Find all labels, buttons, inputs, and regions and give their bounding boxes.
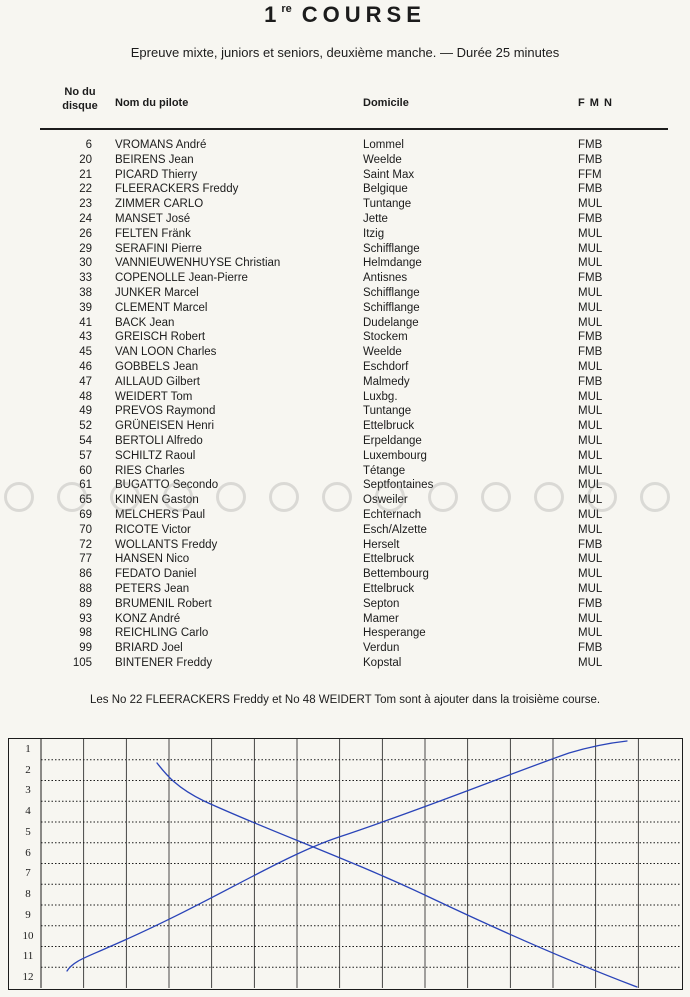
rider-row bbox=[0, 567, 690, 582]
rider-number: 77 bbox=[79, 553, 92, 566]
rider-domicile: Belgique bbox=[363, 183, 408, 196]
rider-name: BRIARD Joel bbox=[115, 642, 183, 655]
rider-number: 105 bbox=[72, 656, 92, 669]
rider-number: 70 bbox=[79, 523, 92, 536]
rider-row bbox=[0, 242, 690, 257]
rider-fmn: MUL bbox=[578, 449, 603, 462]
rider-number: 57 bbox=[79, 449, 92, 462]
rider-row bbox=[0, 227, 690, 242]
rider-row bbox=[0, 626, 690, 641]
rider-fmn: MUL bbox=[578, 198, 603, 211]
pen-stroke-descending bbox=[157, 763, 637, 987]
rider-number: 29 bbox=[79, 242, 92, 255]
column-header-fmn: F M N bbox=[578, 97, 613, 109]
rider-domicile: Esch/Alzette bbox=[363, 523, 427, 536]
rider-row bbox=[0, 538, 690, 553]
rider-number: 30 bbox=[79, 257, 92, 270]
lap-number-label: 6 bbox=[25, 846, 31, 859]
rider-domicile: Itzig bbox=[363, 227, 385, 240]
rider-name: RICOTE Victor bbox=[115, 523, 191, 536]
lap-chart-lines bbox=[9, 739, 681, 988]
rider-number: 49 bbox=[79, 405, 92, 418]
rider-domicile: Eschdorf bbox=[363, 360, 409, 373]
rider-row bbox=[0, 464, 690, 479]
rider-name: GOBBELS Jean bbox=[115, 360, 199, 373]
rider-number: 6 bbox=[85, 139, 92, 151]
title-main: COURSE bbox=[301, 2, 426, 27]
rider-domicile: Verdun bbox=[363, 642, 400, 655]
race-subtitle: Epreuve mixte, juniors et seniors, deuxième manche. — Durée 25 minutes bbox=[130, 45, 560, 60]
rider-fmn: MUL bbox=[578, 508, 603, 521]
rider-row bbox=[0, 286, 690, 301]
rider-number: 22 bbox=[79, 183, 92, 196]
rider-fmn: FMB bbox=[578, 642, 603, 655]
rider-row bbox=[0, 256, 690, 271]
rider-domicile: Weelde bbox=[363, 153, 402, 166]
rider-name: VROMANS André bbox=[115, 139, 207, 151]
rider-domicile: Herselt bbox=[363, 538, 400, 551]
rider-fmn: MUL bbox=[578, 286, 603, 299]
rider-row bbox=[0, 360, 690, 375]
rider-row bbox=[0, 301, 690, 316]
rider-number: 89 bbox=[79, 597, 92, 610]
rider-name: AILLAUD Gilbert bbox=[115, 375, 201, 388]
rider-domicile: Lommel bbox=[363, 139, 404, 151]
rider-name: PREVOS Raymond bbox=[115, 405, 216, 418]
lap-number-label: 11 bbox=[22, 950, 34, 963]
rider-number: 65 bbox=[79, 494, 92, 507]
rider-row bbox=[0, 582, 690, 597]
rider-row bbox=[0, 182, 690, 197]
page-title bbox=[0, 2, 690, 28]
rider-domicile: Septfontaines bbox=[363, 479, 434, 492]
rider-row bbox=[0, 345, 690, 360]
title-prefix: 1 bbox=[264, 2, 282, 27]
column-header-number bbox=[60, 85, 100, 113]
rider-name: SCHILTZ Raoul bbox=[115, 449, 196, 462]
rider-number: 60 bbox=[79, 464, 92, 477]
rider-name: VAN LOON Charles bbox=[115, 346, 217, 359]
rider-domicile: Helmdange bbox=[363, 257, 422, 270]
rider-name: BACK Jean bbox=[115, 316, 175, 329]
rider-domicile: Saint Max bbox=[363, 168, 415, 181]
rider-domicile: Hesperange bbox=[363, 627, 426, 640]
rider-fmn: MUL bbox=[578, 568, 603, 581]
rider-domicile: Jette bbox=[363, 212, 388, 225]
rider-number: 21 bbox=[79, 168, 92, 181]
rider-number: 38 bbox=[79, 286, 92, 299]
rider-domicile: Kopstal bbox=[363, 656, 402, 669]
rider-name: PETERS Jean bbox=[115, 582, 190, 595]
rider-row bbox=[0, 153, 690, 168]
rider-row bbox=[0, 419, 690, 434]
rider-row bbox=[0, 434, 690, 449]
rider-name: FEDATO Daniel bbox=[115, 568, 197, 581]
rider-number: 24 bbox=[79, 212, 92, 225]
rider-domicile: Septon bbox=[363, 597, 400, 610]
rider-domicile: Echternach bbox=[363, 508, 422, 521]
lap-number-label: 1 bbox=[25, 742, 31, 755]
rider-row bbox=[0, 523, 690, 538]
rider-name: KINNEN Gaston bbox=[115, 494, 199, 507]
lap-number-label: 2 bbox=[25, 763, 31, 776]
rider-fmn: MUL bbox=[578, 242, 603, 255]
rider-number: 54 bbox=[79, 434, 92, 447]
rider-name: WOLLANTS Freddy bbox=[115, 538, 218, 551]
rider-domicile: Luxbg. bbox=[363, 390, 398, 403]
rider-domicile: Malmedy bbox=[363, 375, 410, 388]
rider-row bbox=[0, 138, 690, 153]
rider-row bbox=[0, 552, 690, 567]
rider-row bbox=[0, 197, 690, 212]
rider-fmn: FMB bbox=[578, 212, 603, 225]
rider-name: CLEMENT Marcel bbox=[115, 301, 208, 314]
rider-fmn: FMB bbox=[578, 153, 603, 166]
rider-number: 48 bbox=[79, 390, 92, 403]
lap-number-label: 12 bbox=[22, 971, 34, 984]
rider-fmn: MUL bbox=[578, 301, 603, 314]
rider-name: WEIDERT Tom bbox=[115, 390, 193, 403]
rider-name: MANSET José bbox=[115, 212, 191, 225]
rider-domicile: Weelde bbox=[363, 346, 402, 359]
rider-number: 47 bbox=[79, 375, 92, 388]
column-header-name: Nom du pilote bbox=[115, 97, 189, 109]
rider-name: BUGATTO Secondo bbox=[115, 479, 219, 492]
rider-row bbox=[0, 493, 690, 508]
rider-domicile: Schifflange bbox=[363, 286, 420, 299]
rider-fmn: FMB bbox=[578, 331, 603, 344]
rider-name: ZIMMER CARLO bbox=[115, 198, 204, 211]
rider-domicile: Ettelbruck bbox=[363, 553, 415, 566]
rider-number: 43 bbox=[79, 331, 92, 344]
column-header-domicile: Domicile bbox=[363, 97, 409, 109]
rider-name: FELTEN Fränk bbox=[115, 227, 191, 240]
rider-number: 46 bbox=[79, 360, 92, 373]
rider-name: BRUMENIL Robert bbox=[115, 597, 212, 610]
pen-stroke-ascending bbox=[67, 741, 627, 971]
rider-fmn: FMB bbox=[578, 375, 603, 388]
rider-number: 69 bbox=[79, 508, 92, 521]
rider-fmn: FMB bbox=[578, 139, 603, 151]
rider-domicile: Antisnes bbox=[363, 272, 408, 285]
rider-name: PICARD Thierry bbox=[115, 168, 198, 181]
rider-row bbox=[0, 478, 690, 493]
rider-row bbox=[0, 449, 690, 464]
rider-name: BINTENER Freddy bbox=[115, 656, 213, 669]
rider-name: RIES Charles bbox=[115, 464, 185, 477]
rider-name: SERAFINI Pierre bbox=[115, 242, 202, 255]
rider-number: 98 bbox=[79, 627, 92, 640]
rider-number: 23 bbox=[79, 198, 92, 211]
lap-number-label: 7 bbox=[25, 867, 31, 880]
rider-fmn: FFM bbox=[578, 168, 602, 181]
rider-domicile: Mamer bbox=[363, 612, 399, 625]
rider-fmn: MUL bbox=[578, 627, 603, 640]
rider-fmn: MUL bbox=[578, 479, 603, 492]
rider-fmn: MUL bbox=[578, 494, 603, 507]
rider-domicile: Luxembourg bbox=[363, 449, 427, 462]
rider-row bbox=[0, 168, 690, 183]
rider-list bbox=[0, 138, 690, 671]
rider-row bbox=[0, 404, 690, 419]
rider-name: BERTOLI Alfredo bbox=[115, 434, 203, 447]
rider-fmn: MUL bbox=[578, 434, 603, 447]
rider-row bbox=[0, 271, 690, 286]
rider-name: HANSEN Nico bbox=[115, 553, 190, 566]
rider-number: 88 bbox=[79, 582, 92, 595]
rider-domicile: Ettelbruck bbox=[363, 582, 415, 595]
rider-number: 93 bbox=[79, 612, 92, 625]
rider-row bbox=[0, 212, 690, 227]
lap-number-label: 4 bbox=[25, 805, 31, 818]
rider-row bbox=[0, 375, 690, 390]
rider-row bbox=[0, 656, 690, 671]
rider-name: REICHLING Carlo bbox=[115, 627, 209, 640]
lap-chart-grid bbox=[8, 738, 683, 990]
rider-number: 39 bbox=[79, 301, 92, 314]
rider-row bbox=[0, 597, 690, 612]
rider-fmn: MUL bbox=[578, 420, 603, 433]
rider-row bbox=[0, 641, 690, 656]
rider-number: 45 bbox=[79, 346, 92, 359]
rider-domicile: Dudelange bbox=[363, 316, 419, 329]
rider-number: 61 bbox=[79, 479, 92, 492]
footnote: Les No 22 FLEERACKERS Freddy et No 48 WEIDERT Tom sont à ajouter dans la troisième course. bbox=[89, 694, 601, 706]
rider-domicile: Erpeldange bbox=[363, 434, 422, 447]
rider-name: VANNIEUWENHUYSE Christian bbox=[115, 257, 281, 270]
rider-domicile: Schifflange bbox=[363, 301, 420, 314]
rider-number: 26 bbox=[79, 227, 92, 240]
rider-name: KONZ André bbox=[115, 612, 181, 625]
rider-fmn: FMB bbox=[578, 538, 603, 551]
column-header-number-line1: No du bbox=[64, 86, 96, 98]
rider-domicile: Ettelbruck bbox=[363, 420, 415, 433]
rider-fmn: MUL bbox=[578, 227, 603, 240]
rider-name: MELCHERS Paul bbox=[115, 508, 206, 521]
rider-name: FLEERACKERS Freddy bbox=[115, 183, 239, 196]
header-rule bbox=[40, 128, 668, 130]
rider-fmn: MUL bbox=[578, 257, 603, 270]
rider-domicile: Stockem bbox=[363, 331, 408, 344]
rider-name: COPENOLLE Jean-Pierre bbox=[115, 272, 248, 285]
rider-domicile: Osweiler bbox=[363, 494, 408, 507]
column-header-number-line2: disque bbox=[62, 100, 98, 112]
lap-number-label: 5 bbox=[25, 825, 31, 838]
rider-fmn: FMB bbox=[578, 597, 603, 610]
lap-number-label: 8 bbox=[25, 888, 31, 901]
lap-number-label: 10 bbox=[22, 929, 34, 942]
rider-fmn: FMB bbox=[578, 272, 603, 285]
rider-number: 20 bbox=[79, 153, 92, 166]
rider-number: 86 bbox=[79, 568, 92, 581]
rider-row bbox=[0, 612, 690, 627]
rider-fmn: FMB bbox=[578, 346, 603, 359]
rider-domicile: Tuntange bbox=[363, 198, 412, 211]
rider-name: BEIRENS Jean bbox=[115, 153, 194, 166]
rider-number: 72 bbox=[79, 538, 92, 551]
rider-fmn: MUL bbox=[578, 390, 603, 403]
rider-fmn: MUL bbox=[578, 656, 603, 669]
rider-fmn: MUL bbox=[578, 464, 603, 477]
rider-row bbox=[0, 330, 690, 345]
rider-row bbox=[0, 508, 690, 523]
lap-number-label: 9 bbox=[25, 908, 31, 921]
rider-fmn: MUL bbox=[578, 316, 603, 329]
lap-number-label: 3 bbox=[25, 784, 31, 797]
rider-fmn: MUL bbox=[578, 612, 603, 625]
rider-fmn: MUL bbox=[578, 405, 603, 418]
rider-row bbox=[0, 390, 690, 405]
rider-name: GRÜNEISEN Henri bbox=[115, 420, 215, 433]
rider-fmn: MUL bbox=[578, 553, 603, 566]
rider-domicile: Tuntange bbox=[363, 405, 412, 418]
rider-number: 33 bbox=[79, 272, 92, 285]
rider-fmn: MUL bbox=[578, 523, 603, 536]
rider-number: 99 bbox=[79, 642, 92, 655]
rider-domicile: Tétange bbox=[363, 464, 406, 477]
title-superscript: re bbox=[281, 3, 292, 15]
rider-fmn: FMB bbox=[578, 183, 603, 196]
rider-row bbox=[0, 316, 690, 331]
rider-fmn: MUL bbox=[578, 582, 603, 595]
rider-domicile: Bettembourg bbox=[363, 568, 429, 581]
rider-domicile: Schifflange bbox=[363, 242, 420, 255]
rider-name: JUNKER Marcel bbox=[115, 286, 199, 299]
rider-number: 52 bbox=[79, 420, 92, 433]
rider-fmn: MUL bbox=[578, 360, 603, 373]
rider-number: 41 bbox=[79, 316, 92, 329]
rider-name: GREISCH Robert bbox=[115, 331, 206, 344]
